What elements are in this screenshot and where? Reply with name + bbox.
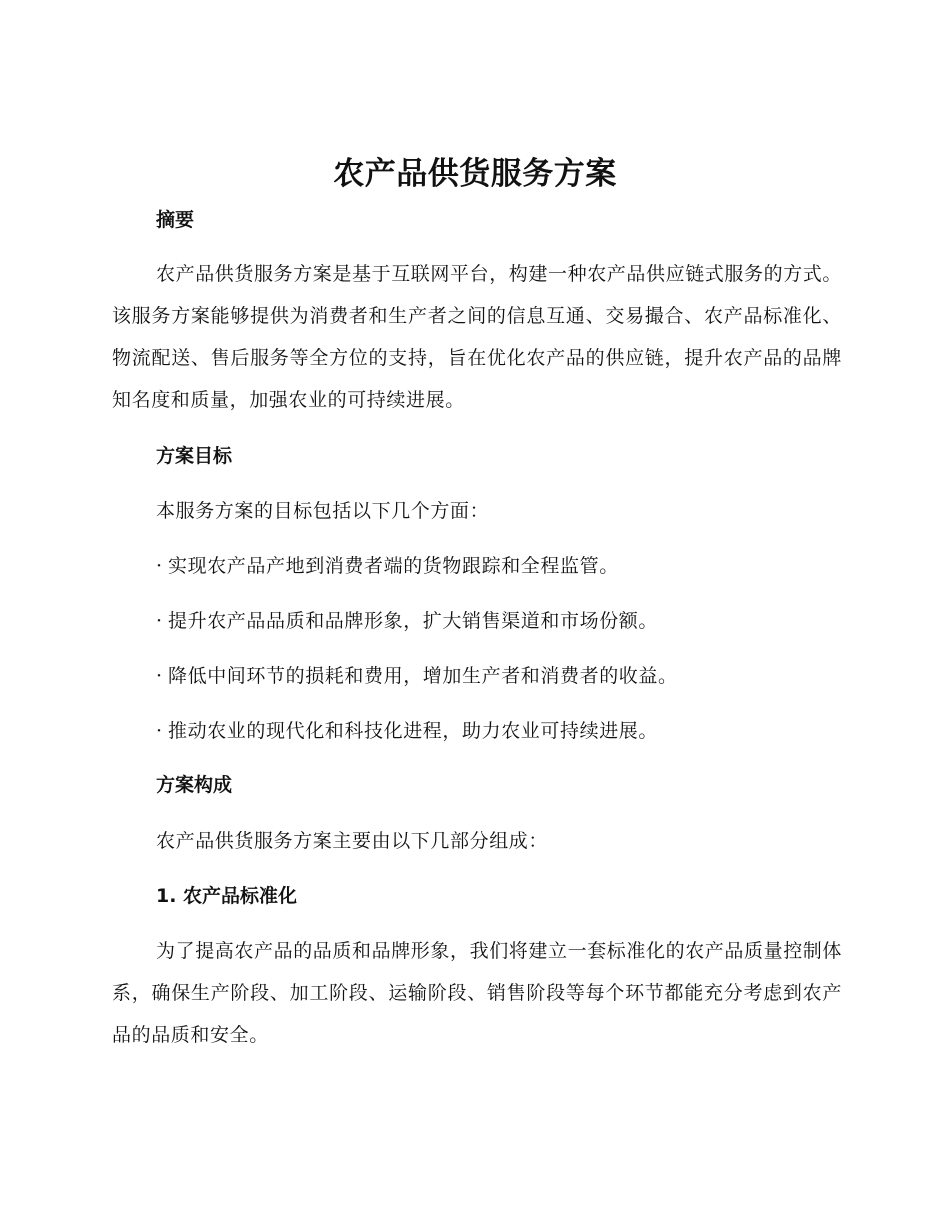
- bullet-icon: ·: [156, 610, 163, 632]
- goal-text: 实现农产品产地到消费者端的货物跟踪和全程监管。: [168, 555, 619, 577]
- goal-item: [156, 716, 658, 746]
- goals-intro: 本服务方案的目标包括以下几个方面：: [156, 500, 490, 522]
- goals-heading: 方案目标: [156, 445, 233, 467]
- abstract-heading: 摘要: [156, 209, 195, 231]
- goal-item: [156, 551, 619, 581]
- goal-text: 提升农产品品质和品牌形象，扩大销售渠道和市场份额。: [168, 610, 659, 632]
- goal-text: 推动农业的现代化和科技化进程，助力农业可持续进展。: [168, 720, 659, 742]
- goal-item: [156, 606, 658, 636]
- section-paragraph: 为了提高农产品的品质和品牌形象，我们将建立一套标准化的农产品质量控制体系，确保生产阶段、加工阶段、运输阶段、销售阶段等每个环节都能充分考虑到农产品的品质和安全。: [112, 940, 843, 1046]
- bullet-icon: ·: [156, 720, 163, 742]
- bullet-icon: ·: [156, 555, 163, 577]
- goal-item: [156, 661, 678, 691]
- abstract-paragraph: 农产品供货服务方案是基于互联网平台，构建一种农产品供应链式服务的方式。该服务方案能够提供为消费者和生产者之间的信息互通、交易撮合、农产品标准化、物流配送、售后服务等全方位的支持，旨在优化农产品的供应链，提升农产品的品牌知名度和质量，加强农业的可持续进展。: [112, 263, 843, 411]
- bullet-icon: ·: [156, 665, 163, 687]
- document-title: 农产品供货服务方案: [333, 156, 617, 192]
- composition-heading: 方案构成: [156, 774, 233, 796]
- composition-intro: 农产品供货服务方案主要由以下几部分组成：: [156, 830, 549, 852]
- goal-text: 降低中间环节的损耗和费用，增加生产者和消费者的收益。: [168, 665, 678, 687]
- section-heading: 1. 农产品标准化: [156, 885, 298, 907]
